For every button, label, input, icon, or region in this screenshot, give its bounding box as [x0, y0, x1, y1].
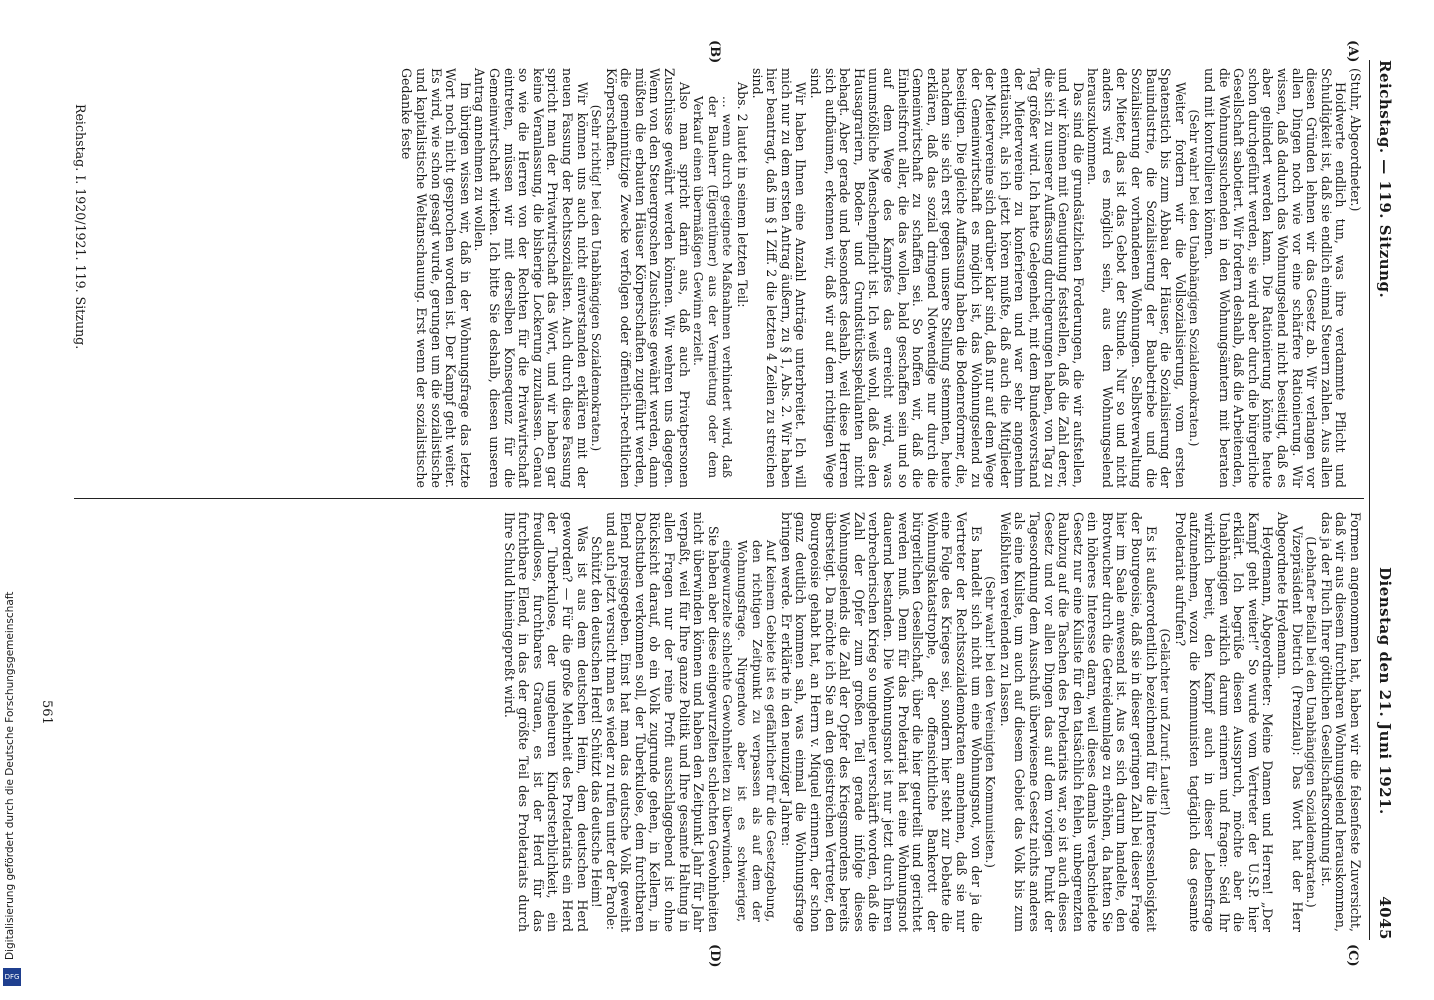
stage-direction: (Sehr richtig! bei den Unabhängigen Sozialdemokraten.) [589, 104, 604, 452]
paragraph: Abs. 2 lautet in seinem letzten Teil: [735, 82, 751, 308]
paragraph: Wir haben Ihnen eine Anzahl Anträge unterbreitet. Ich will mich nur zu dem ersten Antrag äußern, zu § 1, Abs. 2. Wir haben hier beantragt, daß im § 1 Ziff. 2 die letzten 4 Zeilen zu streichen sind. [749, 68, 809, 488]
page-footer: Reichstag. I. 1920/1921. 119. Sitzung. [73, 104, 88, 350]
header-right [1376, 567, 1394, 940]
margin-mark-c: (C) [1345, 944, 1360, 967]
quotation: ... wenn durch geeignete Maßnahmen verhindert wird, daß der Bauherr (Eigentümer) aus der Vermietung oder dem Verkauf einen übermäßigen Gewinn erzielt. [691, 96, 735, 478]
header-left: Reichstag. — 119. Sitzung. [1376, 60, 1394, 299]
digitization-sidebar [0, 0, 26, 1000]
quotation: Auf keinem Gebiete ist es gefährlicher für die Gesetzgebung, den richtigen Zeitpunkt zu verpassen als auf dem der Wohnungsfrage. Nirgendwo aber ist es schwieriger, eingewurzelte schlechte Gewohnheiten zu überwinden. [720, 540, 779, 922]
paragraph: Formen angenommen hat, haben wir die felsenfeste Zuversicht, daß wir aus diesem furchtbaren Wohnungselend herauskommen, das ja der Fluch Ihrer göttlichen Gesellschaftsordnung ist. [1318, 512, 1363, 932]
paragraph: Also man spricht darin aus, daß auch Privatpersonen Zuschüsse gewährt werden können. Wir wehren uns dagegen. Wenn von den Steuergroschen Zuschüsse gewährt werden, dann müßten die erbauten Häuser Körperschaften zugeführt werden, die gemeinnützige Zwecke verfolgen oder öffentlich-rechtlichen Körperschaften. [603, 68, 692, 488]
paragraph: Hoidwerte endlich tun, was ihre verdammte Pflicht und Schuldigkeit ist, daß sie endlich einmal Steuern zahlen. Aus allen diesen Gründen lehnen wir das Gesetz ab. Wir verlangen vor allen Dingen noch wie vor eine schärfere Rationierung. Wir wissen, daß dadurch das Wohnungselend nicht beseitigt, daß es aber gelindert werden kann. Die Rationierung könnte heute schon durchgeführt werden, sie wird aber durch die bürgerliche Gesellschaft sabotiert. Wir fordern deshalb, daß die Arbeitenden, die Wohnungssuchenden in den Wohnungsämtern mit beraten und mit kontrollieren können. [1202, 68, 1349, 488]
left-column [399, 68, 1362, 488]
stage-direction: (Sehr wahr! bei den Unabhängigen Sozialdemokraten.) [1187, 109, 1202, 447]
stage-direction: (Lebhafter Beifall bei den Unabhängigen Sozialdemokraten.) [1304, 536, 1319, 908]
paragraph: Das sind die grundsätzlichen Forderungen, die wir aufstellen, und wir können mit Genugtuung feststellen, daß die Zahl derer, die sich zu unserer Auffassung durchgerungen haben, von Tag zu Tag größer wird. Ich hatte Gelegenheit, mit dem Bundesvorstand der Mietervereine zu konferieren und war sehr angenehm enttäuscht, als ich jetzt hören mußte, daß auch die Mitglieder der Mietervereine sich darüber klar sind, daß nur auf dem Wege der Gemeinwirtschaft es möglich ist, das Wohnungselend zu beseitigen. Die gleiche Auffassung haben die Bodenreformer, die, nachdem sie sich erst gegen unsere Stellung stemmten, heute erklären, daß das sozial dringend Notwendige nur durch die Gemeinwirtschaft zu schaffen sei. So hoffen wir, daß die Einheitsfront aller, die das wollen, bald geschaffen sein und so auf dem Wege des Kampfes das erreicht wird, was unumstößliche Menschenpflicht ist. Ich weiß wohl, daß das den Hausagrariern, Boden- und Grundstücksspekulanten nicht behagt. Aber gerade und besonders deshalb, weil diese Herren sich aufbäumen, erkennen wir, daß wir auf dem richtigen Wege sind. [808, 68, 1086, 488]
paragraph: Es ist außerordentlich bezeichnend für die Interessenlosigkeit der Bourgeoisie, daß sie in dieser geringen Zahl bei dieser Frage hier im Saale anwesend ist. Aus es sich darum handelte, den Brotwucher durch die Getreideumlage zu erhöhen, da hatten Sie ein höheres Interesse daran, weil dieses damals verabschiedete Gesetz nur eine Kuliste für den tatsächlich fehlen, unbegrenzten Raubzug auf die Taschen des Proletariats war, so ist auch dieses Gesetz und vor allen Dingen das auf dem vorigen Punkt der Tagesordnung dem Ausschuß überwiesene Gesetz nichts anderes als eine Kuliste, um auch auf diesem Gebiet das Volk bis zum Weißbluten verelenden zu lassen. [997, 512, 1159, 932]
quotation: Schützt den deutschen Herd! Schützt das deutsche Heim! [589, 536, 605, 908]
margin-mark-a: (A) [1345, 40, 1360, 63]
header-date: Dienstag den 21. Juni 1921. [1376, 567, 1394, 815]
column-divider [74, 498, 1364, 499]
right-column [501, 512, 1362, 932]
paragraph: Weiter fordern wir die Vollsozialisierung, vom ersten Spatenstich bis zum Abbau der Häuser, die Sozialisierung der Bauindustrie, die Sozialisierung der Baubetriebe und die Sozialisierung der vorhandenen Wohnungen. Selbstverwaltung der Mieter, das ist das Gebot der Stunde. Nur so und nicht anders wird es möglich sein, aus dem Wohnungselend herauszukommen. [1085, 68, 1188, 488]
paragraph: Was ist aus dem deutschen Heim, dem deutschen Herd geworden? — Für die große Mehrheit des Proletariats ein Herd der Tuberkulose, der ungeheuren Kindersterblichkeit, ein freudloses, furchtbares Grauen, es ist der Herd für das furchtbare Elend, in das der größte Teil des Proletariats durch Ihre Schuld hineingepreßt wird. [501, 512, 590, 932]
margin-mark-b: (B) [707, 40, 722, 64]
paragraph: Sie haben aber diese eingewurzelten schlechten Gewohnheiten nicht überwinden können und haben den Zeitpunkt Jahr für Jahr verpaßt, weil für Ihre ganze Politik und Ihre gesamte Haltung in allen Fragen nur der reine Profit ausschlaggebend ist ohne Rücksicht darauf, ob ein Volk zugrunde gehen, in Kellern, in Dachstuben verkommen soll, der Tuberkulose, dem furchtbaren Elend preisgegeben. Einst hat man das deutsche Volk geweiht und auch jetzt versucht man es wieder zu rufen unter der Parole: [603, 512, 721, 932]
speaker-tag: (Stuhr, Abgeordneter.) [1348, 68, 1363, 212]
bottom-page-number: 561 [39, 700, 54, 725]
paragraph: Vizepräsident Dietrich (Prenzlau): Das Wort hat der Herr Abgeordnete Heydemann. [1275, 512, 1305, 932]
paragraph: Im übrigen wissen wir, daß in der Wohnungsfrage das letzte Wort noch nicht gesprochen worden ist. Der Kampf geht weiter. Es wird, wie schon gesagt wurde, gerungen um die sozialistische und kapitalistische Weltanschauung. Erst wenn der sozialistische Gedanke feste [399, 68, 473, 488]
page-number: 4045 [1376, 896, 1394, 940]
stage-direction: (Sehr wahr! bei den Vereinigten Kommunisten.) [983, 576, 998, 868]
paragraph: Es handelt sich nicht um eine Wohnungsnot, von der ja die Vertreter der Rechtssozialdemokraten annehmen, daß sie nur eine Folge des Krieges sei, sondern hier steht zur Debatte die Wohnungskatastrophe, der offensichtliche Bankerott der bürgerlichen Gesellschaft, über die hier geurteilt und gerichtet werden muß. Denn für das Proletariat hat eine Wohnungsnot dauernd bestanden. Die Wohnungsnot ist nur jetzt durch Ihren verbrecherischen Krieg so ungeheuer verschärft worden, daß die Zahl der Opfer zum großen Teil gerade infolge dieses Wohnungselends die Zahl der Opfer des Kriegsmordens bereits übersteigt. Da möchte ich Sie an den geistreichen Vertreter, den Bourgeoisie gehabt hat, an Herrn v. Miquel erinnern, der schon ganz deutlich kommen sah, was einmal die Wohnungsfrage bringen werde. Er erklärte in den neunziger Jahren: [778, 512, 984, 932]
stage-direction: (Gelächter und Zuruf: Lauter!) [1158, 628, 1173, 816]
page-header [1369, 60, 1396, 940]
sidebar-credit: Digitalisierung gefördert durch die Deutsche Forschungsgemeinschaft [4, 591, 16, 960]
paragraph: Wir können uns auch nicht einverstanden erklären mit der neuen Fassung der Rechtssozialisten. Auch durch diese Fassung spricht man der Privatwirtschaft das Wort, und wir haben gar keine Veranlassung, die bisherige Lockerung zuzulassen. Genau so wie die Herren von der Rechten für die Privatwirtschaft eintreten, müssen wir mit derselben Konsequenz für die Gemeinwirtschaft wirken. Ich bitte Sie deshalb, diesen unseren Antrag annehmen zu wollen. [472, 68, 590, 488]
margin-mark-d: (D) [707, 944, 722, 968]
paragraph: Heydemann, Abgeordneter: Meine Damen und Herren! „Der Kampf geht weiter!“ So wurde vom Vertreter der U.S.P. hier erklärt. Ich begrüße diesen Ausspruch, möchte aber die Unabhängigen wirklich darum erinnern und fragen: Seid Ihr wirklich bereit, den Kampf auch in dieser Lebensfrage aufzunehmen, wozu die Kommunisten tagtäglich das gesamte Proletariat aufrufen? [1172, 512, 1276, 932]
dfg-logo-icon: DFG [3, 968, 21, 986]
